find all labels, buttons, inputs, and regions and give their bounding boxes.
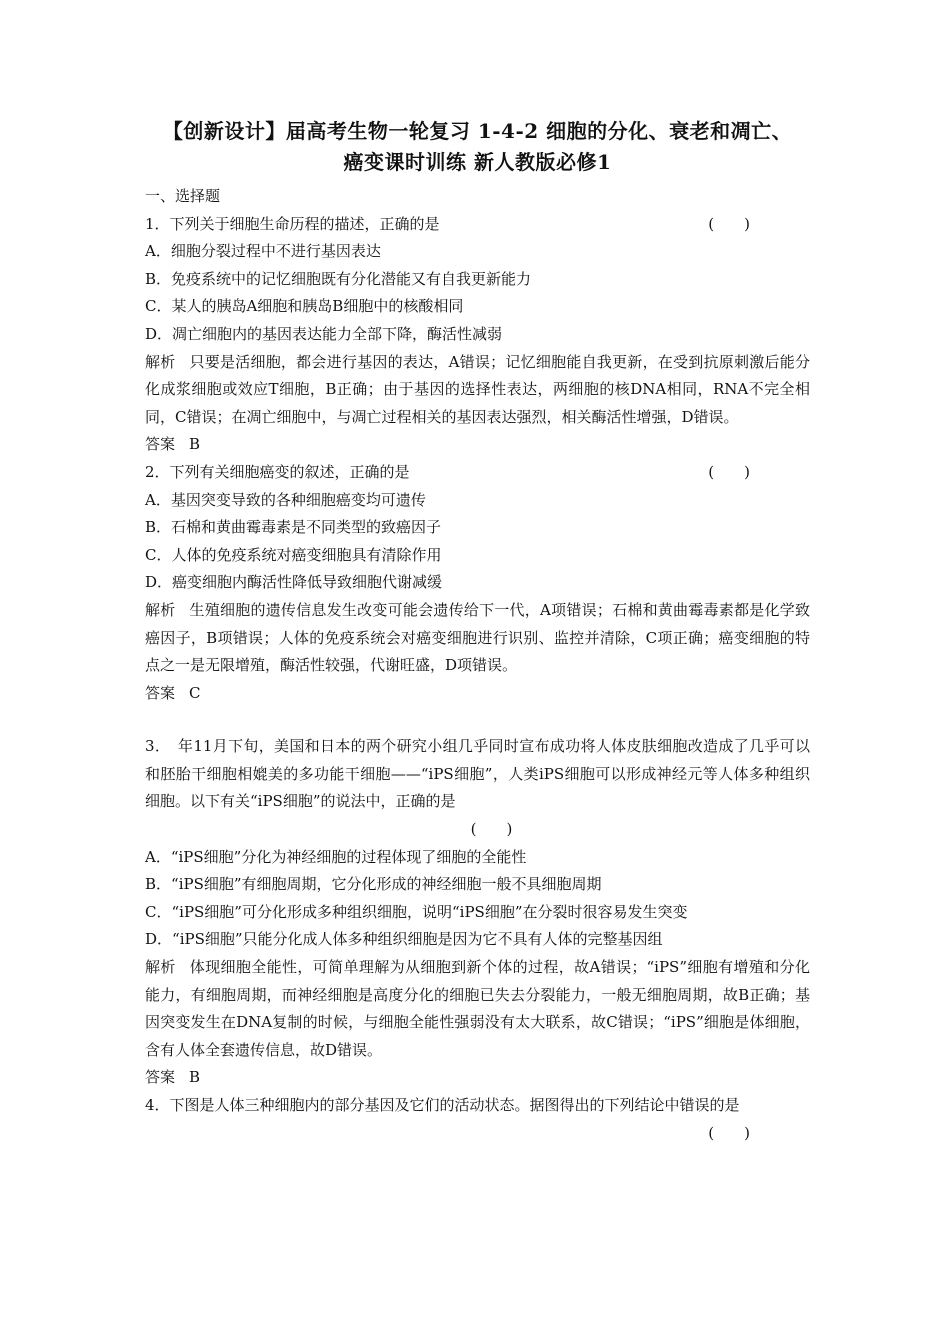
analysis-text: 体现细胞全能性，可简单理解为从细胞到新个体的过程，故A错误；“iPS”细胞有增殖和分化能力，有细胞周期，而神经细胞是高度分化的细胞已失去分裂能力，一般无细胞周期，故B正确；基因突变发生在DNA复制的时候，与细胞全能性强弱没有太大联系，故C错误；“iPS”细胞是体细胞，含有人体全套遗传信息，故D错误。 [145, 958, 810, 1059]
analysis [145, 349, 810, 432]
analysis-label: 解析 [145, 958, 176, 977]
spacer [145, 707, 810, 733]
analysis-text: 只要是活细胞，都会进行基因的表达，A错误；记忆细胞能自我更新，在受到抗原刺激后能分化成浆细胞或效应T细胞，B正确；由于基因的选择性表达，两细胞的核DNA相同，RNA不完全相同，C错误；在凋亡细胞中，与凋亡过程相关的基因表达强烈，相关酶活性增强，D错误。 [145, 352, 810, 426]
option-d: D．凋亡细胞内的基因表达能力全部下降，酶活性减弱 [145, 324, 503, 343]
section-heading: 一、选择题 [145, 187, 221, 205]
option-d: D．癌变细胞内酶活性降低导致细胞代谢减缓 [145, 573, 443, 592]
answer-label: 答案 [145, 435, 176, 454]
option-b: B．石棉和黄曲霉毒素是不同类型的致癌因子 [145, 518, 442, 537]
answer-value: B [189, 435, 201, 454]
option-a: A．细胞分裂过程中不进行基因表达 [145, 242, 381, 261]
option-a: A．基因突变导致的各种细胞癌变均可遗传 [145, 490, 426, 509]
answer-blank: ( ) [470, 820, 513, 839]
analysis-label: 解析 [145, 600, 176, 619]
option-b: B．免疫系统中的记忆细胞既有分化潜能又有自我更新能力 [145, 269, 532, 288]
question-2 [145, 459, 810, 707]
question-stem [145, 459, 810, 487]
answer-blank: ( ) [708, 462, 750, 481]
option-c: C．某人的胰岛A细胞和胰岛B细胞中的核酸相同 [145, 297, 464, 316]
option-d: D．“iPS细胞”只能分化成人体多种组织细胞是因为它不具有人体的完整基因组 [145, 930, 663, 949]
question-3 [145, 733, 810, 1092]
answer-blank: ( ) [708, 214, 750, 233]
answer-value: B [189, 1068, 201, 1087]
option-b: B．“iPS细胞”有细胞周期，它分化形成的神经细胞一般不具细胞周期 [145, 875, 602, 894]
answer-label: 答案 [145, 683, 176, 702]
title-line-1: 【创新设计】届高考生物一轮复习 1-4-2 细胞的分化、衰老和凋亡、 [162, 119, 793, 143]
answer [145, 1064, 810, 1092]
analysis-text: 生殖细胞的遗传信息发生改变可能会遗传给下一代，A项错误；石棉和黄曲霉毒素都是化学致癌因子，B项错误；人体的免疫系统会对癌变细胞进行识别、监控并清除，C项正确；癌变细胞的特点之一是无限增殖，酶活性较强，代谢旺盛，D项错误。 [145, 600, 810, 675]
analysis [145, 954, 810, 1064]
option-c: C．“iPS细胞”可分化形成多种组织细胞，说明“iPS细胞”在分裂时很容易发生突变 [145, 902, 688, 921]
analysis [145, 597, 810, 680]
question-2-stem: 2．下列有关细胞癌变的叙述，正确的是 [145, 462, 410, 481]
question-4-stem: 4．下图是人体三种细胞内的部分基因及它们的活动状态。据图得出的下列结论中错误的是 [145, 1096, 740, 1114]
question-stem [145, 211, 810, 239]
question-1 [145, 211, 810, 459]
question-4 [145, 1092, 810, 1147]
option-a: A．“iPS细胞”分化为神经细胞的过程体现了细胞的全能性 [145, 847, 527, 866]
question-1-stem: 1．下列关于细胞生命历程的描述，正确的是 [145, 214, 440, 233]
title-line-2: 癌变课时训练 新人教版必修1 [343, 150, 612, 174]
question-3-stem: 3． 年11月下旬，美国和日本的两个研究小组几乎同时宣布成功将人体皮肤细胞改造成了几乎可以和胚胎干细胞相媲美的多功能干细胞——“iPS细胞”，人类iPS细胞可以形成神经元等人体多种组织细胞。以下有关“iPS细胞”的说法中，正确的是 [145, 737, 810, 811]
answer-blank: ( ) [708, 1123, 750, 1142]
answer [145, 680, 810, 708]
option-c: C．人体的免疫系统对癌变细胞具有清除作用 [145, 545, 442, 564]
answer-label: 答案 [145, 1068, 176, 1087]
document-title [145, 116, 810, 178]
answer [145, 431, 810, 459]
analysis-label: 解析 [145, 352, 176, 371]
answer-value: C [189, 683, 201, 702]
